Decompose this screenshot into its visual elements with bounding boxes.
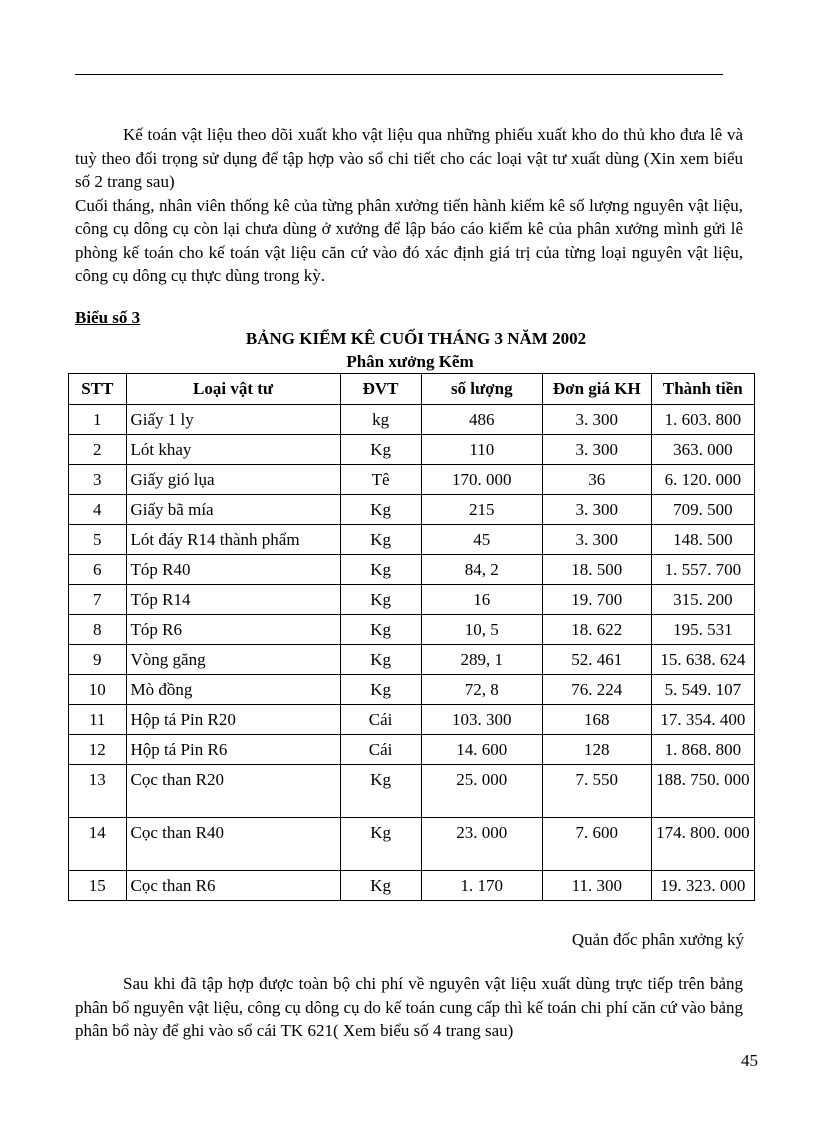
table-caption: Biểu số 3: [75, 308, 141, 327]
cell-amount: 709. 500: [651, 495, 754, 525]
cell-unit: Kg: [340, 585, 421, 615]
intro-paragraph-1: Kế toán vật liệu theo dõi xuất kho vật liệu qua những phiếu xuất kho do thủ kho đưa lê và tuỳ theo đối trọng sử dụng để tập hợp vào sổ chi tiết cho các loại vật tư xuất dùng (Xin xem biểu số 2 trang sau): [75, 125, 743, 191]
cell-amount: 315. 200: [651, 585, 754, 615]
cell-material: Giấy gió lụa: [126, 465, 340, 495]
cell-quantity: 110: [421, 435, 542, 465]
cell-stt: 15: [69, 871, 127, 901]
cell-quantity: 23. 000: [421, 818, 542, 871]
cell-amount: 363. 000: [651, 435, 754, 465]
intro-paragraph-2: Cuối tháng, nhân viên thống kê của từng phân xưởng tiến hành kiểm kê số lượng nguyên vật liệu, công cụ dông cụ còn lại chưa dùng ở xưởng để lập báo cáo kiểm kê của phân xưởng mình gửi lê phòng kế toán cho kế toán vật liệu căn cứ vào đó xác định giá trị của từng loại nguyên vật liệu, công cụ dông cụ thực dùng trong kỳ.: [75, 195, 743, 285]
cell-quantity: 72, 8: [421, 675, 542, 705]
header-amount: Thành tiền: [651, 374, 754, 405]
cell-unit-price: 3. 300: [542, 525, 651, 555]
cell-unit-price: 3. 300: [542, 435, 651, 465]
cell-material: Lót đáy R14 thành phẩm: [126, 525, 340, 555]
cell-amount: 15. 638. 624: [651, 645, 754, 675]
cell-quantity: 289, 1: [421, 645, 542, 675]
cell-unit: Kg: [340, 525, 421, 555]
cell-amount: 1. 557. 700: [651, 555, 754, 585]
cell-unit: Cái: [340, 705, 421, 735]
cell-material: Vòng găng: [126, 645, 340, 675]
cell-quantity: 1. 170: [421, 871, 542, 901]
cell-unit: Kg: [340, 818, 421, 871]
table-row: [69, 765, 755, 818]
cell-quantity: 486: [421, 405, 542, 435]
cell-unit-price: 3. 300: [542, 405, 651, 435]
cell-unit-price: 18. 500: [542, 555, 651, 585]
table-title: BẢNG KIỂM KÊ CUỐI THÁNG 3 NĂM 2002: [245, 329, 587, 348]
cell-material: Giấy bã mía: [126, 495, 340, 525]
cell-material: Cọc than R6: [126, 871, 340, 901]
cell-unit-price: 168: [542, 705, 651, 735]
cell-material: Giấy 1 ly: [126, 405, 340, 435]
cell-unit: Tê: [340, 465, 421, 495]
page-number: 45: [741, 1051, 758, 1070]
intro-text: [75, 123, 743, 288]
cell-stt: 13: [69, 765, 127, 818]
cell-stt: 3: [69, 465, 127, 495]
cell-quantity: 170. 000: [421, 465, 542, 495]
cell-stt: 7: [69, 585, 127, 615]
cell-unit: Kg: [340, 435, 421, 465]
cell-stt: 6: [69, 555, 127, 585]
closing-paragraph: Sau khi đã tập hợp được toàn bộ chi phí về nguyên vật liệu xuất dùng trực tiếp trên bảng phân bổ nguyên vật liệu, công cụ dông cụ do kế toán cung cấp thì kế toán chi phí căn cứ vào bảng phân bổ này để ghi vào sổ cái TK 621( Xem biểu số 4 trang sau): [75, 974, 743, 1040]
cell-quantity: 45: [421, 525, 542, 555]
table-row: [69, 871, 755, 901]
cell-unit-price: 76. 224: [542, 675, 651, 705]
header-material: Loại vật tư: [126, 374, 340, 405]
cell-quantity: 14. 600: [421, 735, 542, 765]
table-row: [69, 675, 755, 705]
cell-material: Hộp tá Pin R20: [126, 705, 340, 735]
header-unit-price: Đơn giá KH: [542, 374, 651, 405]
cell-material: Tóp R6: [126, 615, 340, 645]
table-row: [69, 735, 755, 765]
cell-unit: Kg: [340, 495, 421, 525]
cell-quantity: 103. 300: [421, 705, 542, 735]
cell-quantity: 84, 2: [421, 555, 542, 585]
cell-unit: Kg: [340, 765, 421, 818]
cell-unit-price: 3. 300: [542, 495, 651, 525]
cell-material: Tóp R40: [126, 555, 340, 585]
cell-stt: 4: [69, 495, 127, 525]
cell-amount: 5. 549. 107: [651, 675, 754, 705]
cell-amount: 6. 120. 000: [651, 465, 754, 495]
cell-stt: 14: [69, 818, 127, 871]
cell-unit-price: 36: [542, 465, 651, 495]
header-quantity: số lượng: [421, 374, 542, 405]
cell-unit-price: 11. 300: [542, 871, 651, 901]
cell-material: Mò đồng: [126, 675, 340, 705]
cell-stt: 8: [69, 615, 127, 645]
table-row: [69, 525, 755, 555]
cell-amount: 1. 868. 800: [651, 735, 754, 765]
cell-amount: 17. 354. 400: [651, 705, 754, 735]
cell-amount: 1. 603. 800: [651, 405, 754, 435]
table-row: [69, 465, 755, 495]
cell-unit-price: 52. 461: [542, 645, 651, 675]
table-row: [69, 645, 755, 675]
cell-unit-price: 7. 600: [542, 818, 651, 871]
cell-unit: Kg: [340, 675, 421, 705]
cell-stt: 1: [69, 405, 127, 435]
cell-unit: Kg: [340, 615, 421, 645]
cell-amount: 148. 500: [651, 525, 754, 555]
cell-stt: 5: [69, 525, 127, 555]
table-row: [69, 615, 755, 645]
cell-unit: Kg: [340, 645, 421, 675]
table-row: [69, 705, 755, 735]
cell-amount: 188. 750. 000: [651, 765, 754, 818]
cell-unit-price: 128: [542, 735, 651, 765]
cell-stt: 12: [69, 735, 127, 765]
cell-stt: 11: [69, 705, 127, 735]
table-row: [69, 495, 755, 525]
table-row: [69, 555, 755, 585]
cell-unit-price: 7. 550: [542, 765, 651, 818]
cell-unit: kg: [340, 405, 421, 435]
cell-quantity: 25. 000: [421, 765, 542, 818]
header-stt: STT: [69, 374, 127, 405]
table-row: [69, 405, 755, 435]
cell-unit-price: 18. 622: [542, 615, 651, 645]
cell-quantity: 215: [421, 495, 542, 525]
cell-amount: 195. 531: [651, 615, 754, 645]
cell-stt: 10: [69, 675, 127, 705]
cell-unit: Cái: [340, 735, 421, 765]
cell-quantity: 10, 5: [421, 615, 542, 645]
cell-amount: 19. 323. 000: [651, 871, 754, 901]
cell-unit: Kg: [340, 555, 421, 585]
signature-line: Quản đốc phân xưởng ký: [571, 930, 744, 949]
header-unit: ĐVT: [340, 374, 421, 405]
cell-quantity: 16: [421, 585, 542, 615]
table-row: [69, 585, 755, 615]
cell-amount: 174. 800. 000: [651, 818, 754, 871]
inventory-table: [68, 373, 755, 901]
cell-unit: Kg: [340, 871, 421, 901]
cell-stt: 2: [69, 435, 127, 465]
cell-material: Hộp tá Pin R6: [126, 735, 340, 765]
cell-material: Tóp R14: [126, 585, 340, 615]
cell-stt: 9: [69, 645, 127, 675]
closing-text: [75, 972, 743, 1043]
cell-material: Cọc than R40: [126, 818, 340, 871]
cell-unit-price: 19. 700: [542, 585, 651, 615]
table-subtitle: Phân xưởng Kẽm: [346, 352, 474, 371]
table-header-row: [69, 374, 755, 405]
cell-material: Cọc than R20: [126, 765, 340, 818]
table-row: [69, 435, 755, 465]
cell-material: Lót khay: [126, 435, 340, 465]
header-rule: [75, 74, 723, 75]
table-row: [69, 818, 755, 871]
